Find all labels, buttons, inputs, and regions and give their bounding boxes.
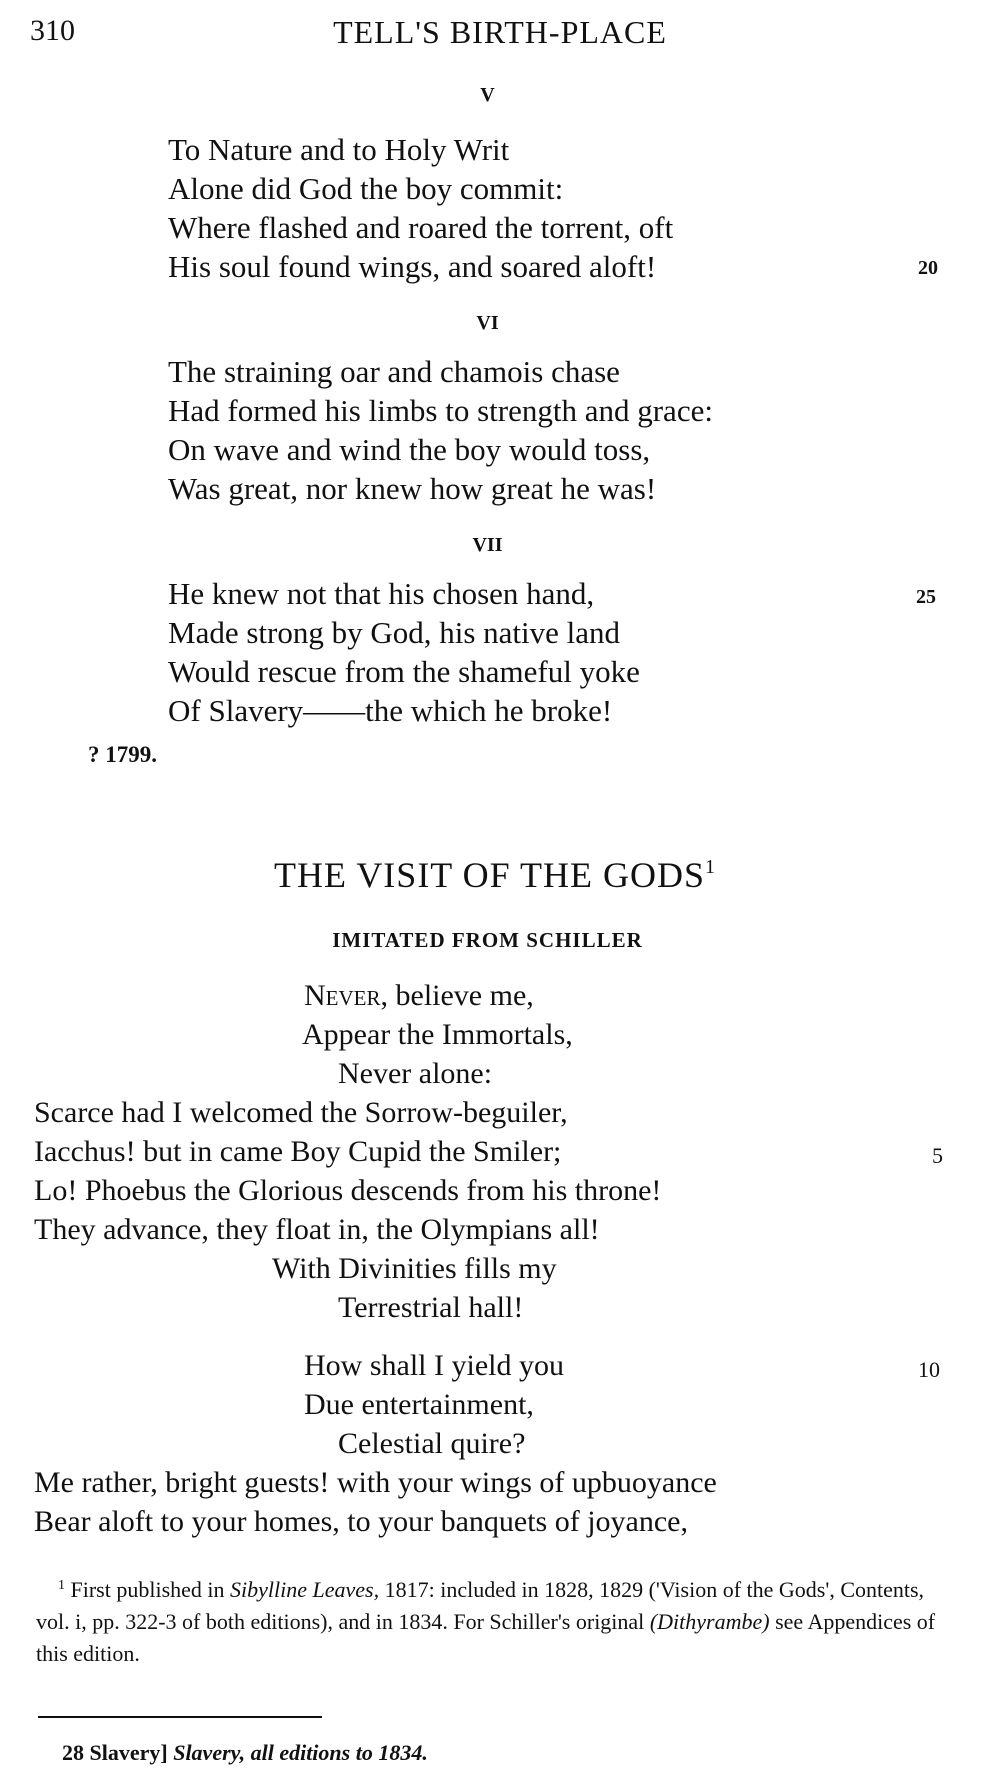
opening-word: Never — [304, 979, 381, 1012]
verse-line: Terrestrial hall! — [338, 1291, 524, 1324]
verse-line: Never alone: — [338, 1057, 493, 1090]
verse-line: Bear aloft to your homes, to your banquets of joyance, — [34, 1505, 688, 1538]
verse-line: His soul found wings, and soared aloft! — [168, 249, 657, 284]
verse-line: Celestial quire? — [338, 1427, 526, 1460]
footnote — [36, 1570, 956, 1670]
line-number: 10 — [918, 1357, 940, 1382]
footnote-divider — [38, 1716, 322, 1718]
poem-date: ? 1799. — [88, 742, 157, 767]
verse-line: Was great, nor knew how great he was! — [168, 471, 657, 506]
variant-lemma: 28 Slavery] — [62, 1740, 168, 1765]
footnote-italic: Sibylline Leaves, — [230, 1577, 380, 1602]
footnote-text: First published in — [70, 1577, 231, 1602]
stanza-number-vii: VII — [472, 534, 503, 556]
footnote-text: see Appendices of this edition. — [36, 1609, 936, 1666]
footnote-ref: 1 — [705, 856, 717, 878]
verse-line: He knew not that his chosen hand, — [168, 576, 595, 611]
verse-line: Where flashed and roared the torrent, oft — [168, 210, 674, 245]
verse-line — [304, 976, 534, 1015]
stanza-number-vi: VI — [476, 312, 499, 334]
verse-line: How shall I yield you — [304, 1349, 564, 1382]
verse-line: The straining oar and chamois chase — [168, 354, 620, 389]
footnote-italic: (Dithyrambe) — [649, 1609, 770, 1634]
verse-line-rest: , believe me, — [380, 979, 534, 1012]
poem-subtitle: IMITATED FROM SCHILLER — [332, 928, 643, 952]
verse-line: Scarce had I welcomed the Sorrow-beguiler, — [34, 1096, 568, 1129]
verse-line: Due entertainment, — [304, 1388, 534, 1421]
verse-line: On wave and wind the boy would toss, — [168, 432, 651, 467]
verse-line: To Nature and to Holy Writ — [168, 132, 510, 167]
verse-line: Of Slavery——the which he broke! — [168, 693, 613, 728]
verse-line: Alone did God the boy commit: — [168, 171, 564, 206]
poem-title — [0, 854, 990, 896]
line-number: 5 — [932, 1143, 943, 1168]
stanza-number-v: V — [480, 84, 495, 106]
verse-line: With Divinities fills my — [272, 1252, 557, 1285]
textual-variant — [62, 1740, 428, 1766]
footnote-mark: 1 — [58, 1578, 65, 1593]
verse-line: Made strong by God, his native land — [168, 615, 621, 650]
verse-line: They advance, they float in, the Olympians all! — [34, 1213, 600, 1246]
line-number: 25 — [916, 586, 936, 608]
verse-line: Iacchus! but in came Boy Cupid the Smiler; — [34, 1135, 562, 1168]
line-number: 20 — [918, 257, 938, 279]
poem-title-text: THE VISIT OF THE GODS — [273, 855, 706, 895]
verse-line: Lo! Phoebus the Glorious descends from his throne! — [34, 1174, 662, 1207]
verse-line: Had formed his limbs to strength and grace: — [168, 393, 713, 428]
variant-reading: Slavery, all editions to 1834. — [173, 1740, 428, 1765]
verse-line: Appear the Immortals, — [302, 1018, 573, 1051]
verse-line: Would rescue from the shameful yoke — [168, 654, 640, 689]
running-title: TELL'S BIRTH-PLACE — [333, 14, 667, 50]
footnote-text: 1817: included in 1828, 1829 ('Vision of the Gods', Contents, vol. i, pp. 322-3 of both editions), and in 1834. For Schiller's original — [36, 1577, 925, 1634]
verse-line: Me rather, bright guests! with your wings of upbuoyance — [34, 1466, 717, 1499]
page-number: 310 — [30, 14, 75, 47]
